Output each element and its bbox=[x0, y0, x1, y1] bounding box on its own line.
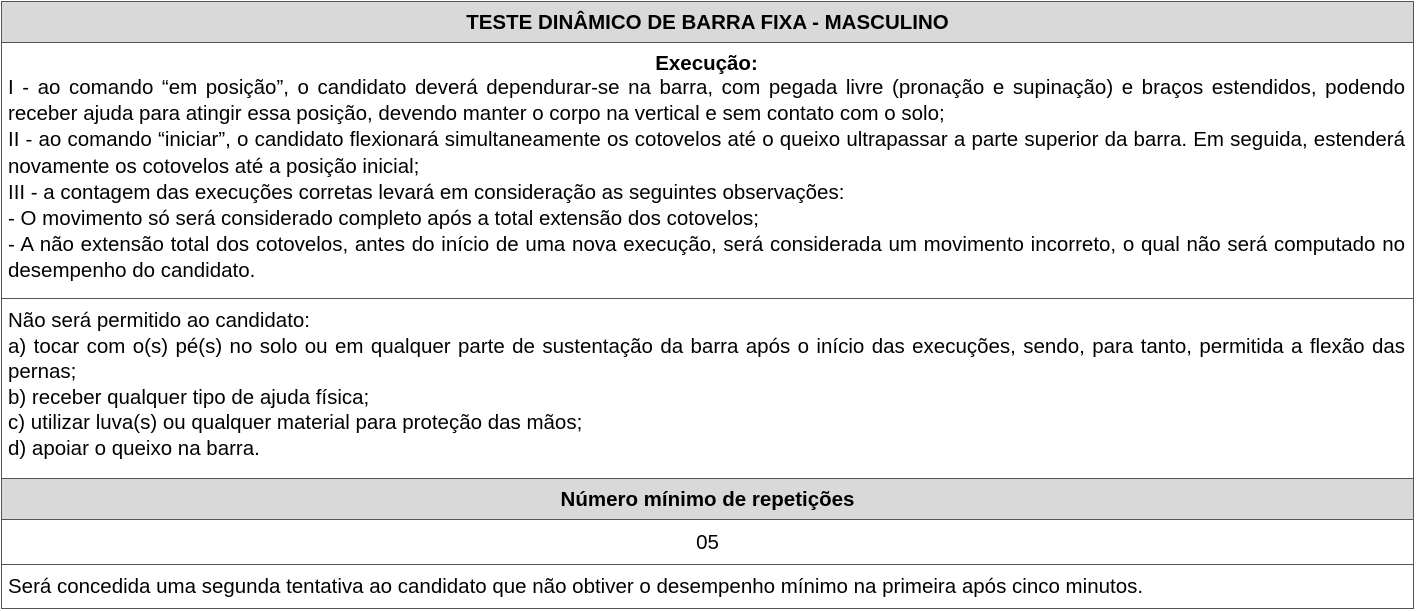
execution-item-3: III - a contagem das execuções corretas levará em consideração as seguintes observações: bbox=[8, 180, 845, 204]
prohibition-item-c: c) utilizar luva(s) ou qualquer material para proteção das mãos; bbox=[8, 411, 583, 435]
second-attempt-note: Será concedida uma segunda tentativa ao candidato que não obtiver o desempenho mínimo na primeira após cinco minutos. bbox=[8, 575, 1144, 598]
table-header: TESTE DINÂMICO DE BARRA FIXA - MASCULINO bbox=[2, 2, 1413, 43]
execution-item-5: - A não extensão total dos cotovelos, antes do início de uma nova execução, será considerada um movimento incorreto, o qual não será computado no desempenho do candidato. bbox=[8, 233, 1405, 283]
prohibitions-intro: Não será permitido ao candidato: bbox=[8, 309, 310, 332]
execution-item-4: - O movimento só será considerado completo após a total extensão dos cotovelos; bbox=[8, 207, 759, 231]
prohibition-item-a: a) tocar com o(s) pé(s) no solo ou em qualquer parte de sustentação da barra após o início das execuções, sendo, para tanto, permitida a flexão das pernas; bbox=[8, 334, 1405, 384]
repetitions-header: Número mínimo de repetições bbox=[2, 479, 1413, 520]
test-table bbox=[1, 1, 1414, 609]
execution-item-1: I - ao comando “em posição”, o candidato deverá dependurar-se na barra, com pegada livre (pronação e supinação) e braços estendidos, podendo receber ajuda para atingir essa posição, devendo manter o corpo na vertical e sem contato com o solo; bbox=[8, 76, 1405, 126]
prohibitions-section bbox=[2, 299, 1413, 479]
execution-title: Execução: bbox=[655, 52, 758, 75]
repetitions-value: 05 bbox=[2, 520, 1413, 565]
execution-item-2: II - ao comando “iniciar”, o candidato flexionará simultaneamente os cotovelos até o queixo ultrapassar a parte superior da barra. Em seguida, estenderá novamente os cotovelos até a posição inicial; bbox=[8, 128, 1405, 178]
prohibition-item-b: b) receber qualquer tipo de ajuda física; bbox=[8, 385, 370, 409]
prohibition-item-d: d) apoiar o queixo na barra. bbox=[8, 436, 260, 460]
execution-section bbox=[2, 43, 1413, 299]
